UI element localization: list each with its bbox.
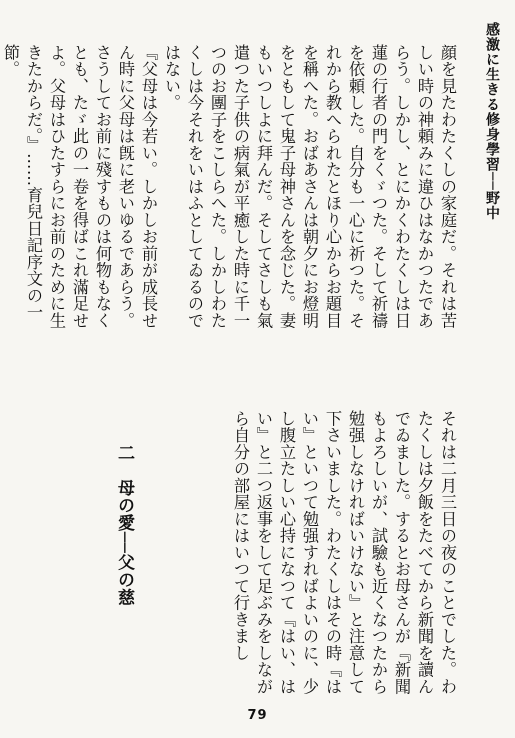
- page-number: 79: [247, 708, 268, 723]
- top-text-block: [1, 44, 459, 344]
- paragraph: 顔を見たわたくしの家庭だ。それは苦しい時の神頼みに違ひはなかつたであらう。しかし、とにかくわたくしは日蓮の行者の門をくゞつた。そして祈禱を依頼した。自分も一心に祈つた。それから教へられたとほり心からお題目を稱へた。おばあさんは朝夕にお燈明をともして鬼子母神さんを念じた。妻もいつしよに拜んだ。そしてさしも氣遣つた子供の病氣が平癒した時に千一つのお團子をこしらへた。しかしわたくしは今それをいはふとしてゐるのではない。: [162, 44, 457, 329]
- running-head: 感激に生きる修身學習──野中: [484, 22, 500, 221]
- section-heading: 二 母の愛──父の慈: [114, 444, 134, 606]
- paragraph: 『父母は今若い。しかしお前が成長せん時に父母は旣に老いゆるであらう。さうしてお前に殘すものは何物もなくとも、たゞ此の一卷を得ばこれ滿足せよ。父母はひたすらにお前のために生きたからだ。』……育兒日記序文の一節。: [1, 44, 158, 329]
- section-heading-wrap: [115, 410, 145, 710]
- bottom-text-block: [49, 410, 459, 710]
- paragraph: それは二月三日の夜のことでした。わたくしは夕飯をたべてから新聞を讀んでゐました。するとお母さんが『新聞もよろしいが、試驗も近くなつたから勉强しなければいけない』と注意して下さいました。わたくしはその時『はい』といつて勉强すればよいのに、少し腹立たしい心持になつて『はい、はい』と二つ返事をして足ぶみをしながら自分の部屋にはいつて行きまし: [231, 410, 457, 695]
